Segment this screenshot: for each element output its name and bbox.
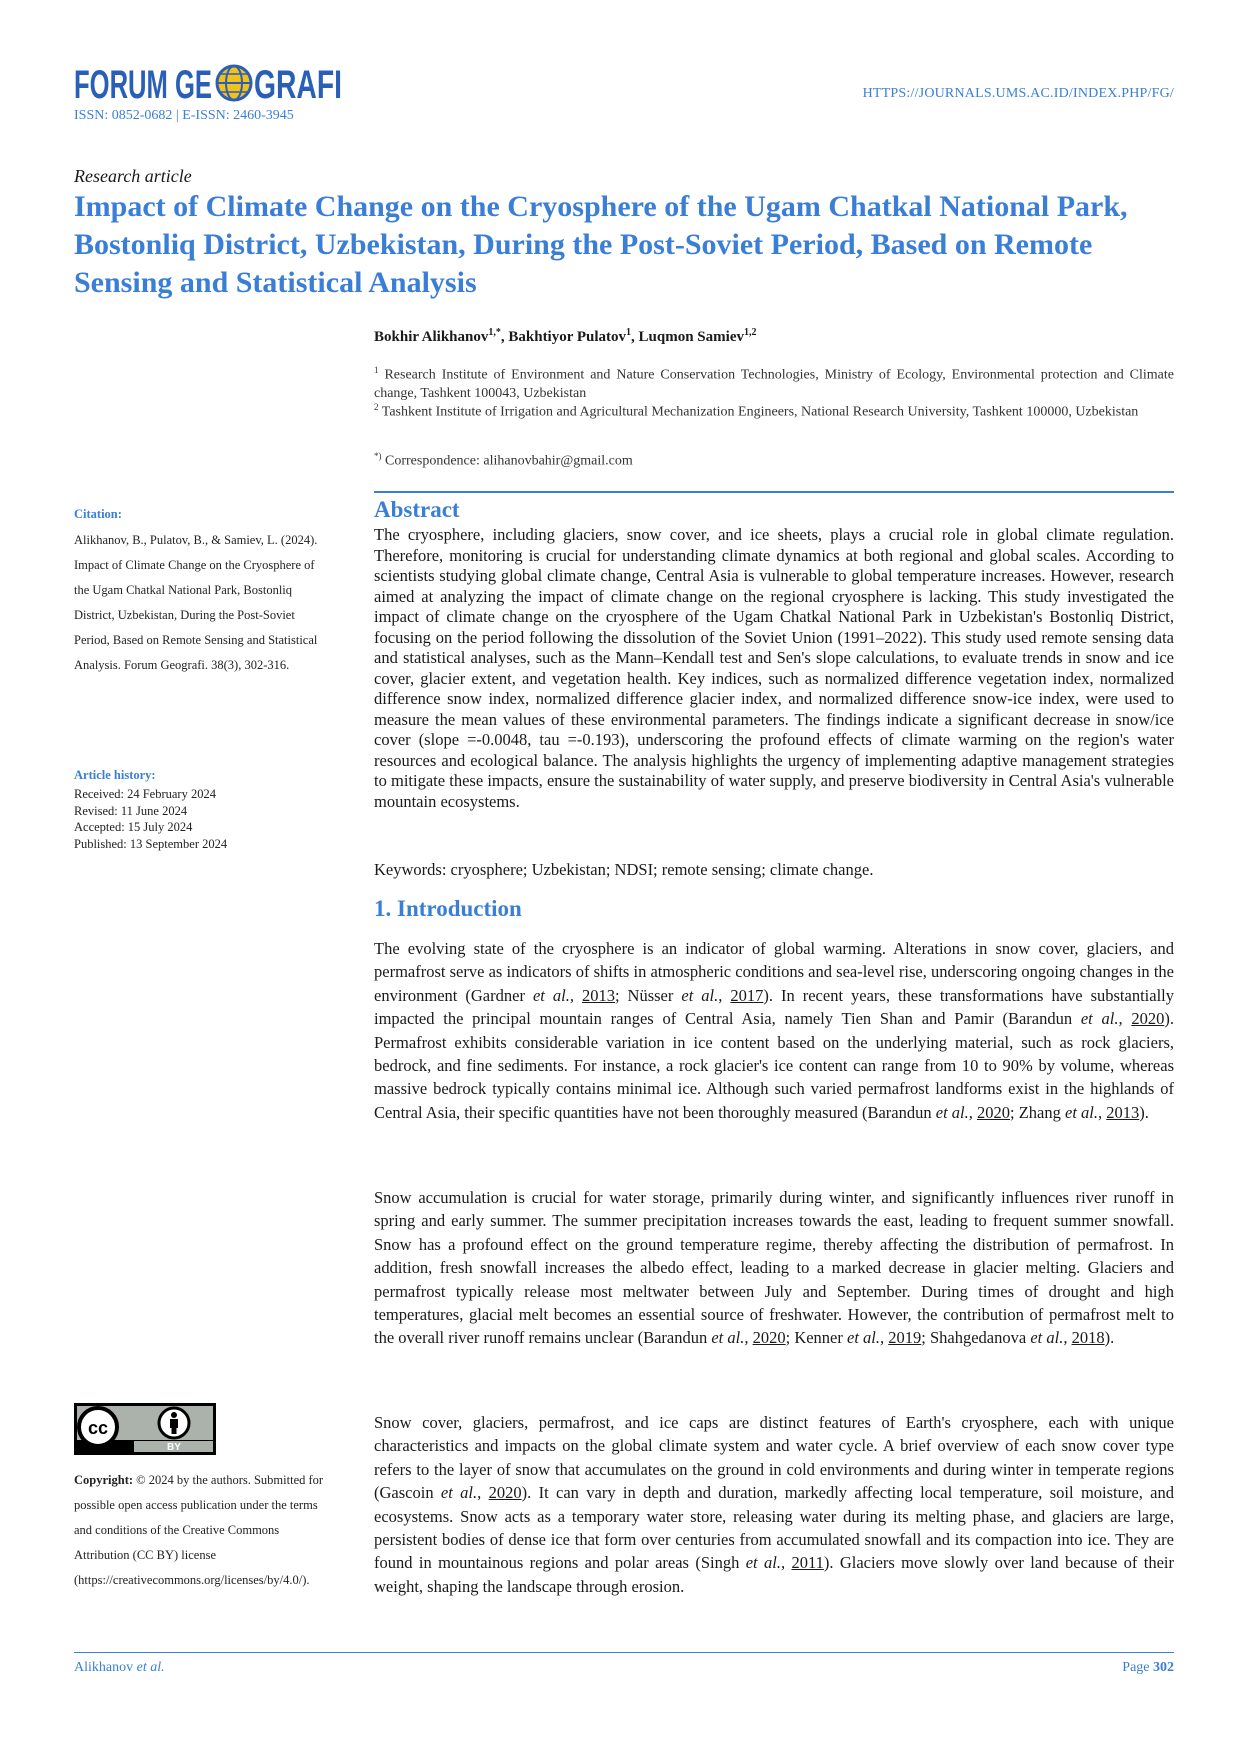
affiliation <box>374 361 1174 403</box>
article-history-heading: Article history: <box>74 768 156 782</box>
et-al-italic: et al., <box>440 1483 482 1503</box>
author-list: Bokhir Alikhanov$^{1,*}$, Bakhtiyor Pulatov$^1$, Luqmon Samiev$^{1,2}$ <box>374 327 757 345</box>
running-footer-author <box>74 1660 165 1676</box>
history-item: Accepted: 15 July 2024 <box>74 820 193 834</box>
citation-year-link[interactable]: 2013 <box>1106 1102 1140 1122</box>
author-name: Bakhtiyor Pulatov <box>508 329 627 345</box>
logo-text-left: FORUM GE <box>74 63 212 107</box>
article-history <box>74 786 227 852</box>
keywords: Keywords: cryosphere; Uzbekistan; NDSI; remote sensing; climate change. <box>374 860 874 879</box>
history-item: Revised: 11 June 2024 <box>74 803 188 818</box>
introduction-paragraph: Snow accumulation is crucial for water storage, primarily during winter, and significantly influences river runoff in spring and early summer. The summer precipitation increases towards the east, leading to frequent summer snowfall. Snow has a profound effect on the ground temperature regime, thereby affecting the distribution of permafrost. In addition, fresh snowfall increases the albedo effect, leading to a marked decrease in glacier melting. Glaciers and permafrost typically release most meltwater between July and September. During times of drought and high temperatures, glacial melt becomes an essential source of freshwater. However, the contribution of permafrost melt to the overall river runoff remains unclear (Barandun et al., 2020; Kenner et al., 2019; Shahgedanova et al., 2018). <box>374 1188 1174 1348</box>
history-item: Received: 24 February 2024 <box>74 787 216 801</box>
citation-year-link[interactable]: 2017 <box>730 985 764 1005</box>
copyright-notice <box>74 1468 324 1593</box>
affiliation <box>374 398 1174 422</box>
correspondence-mark: *) <box>374 451 382 461</box>
citation-heading: Citation: <box>74 507 122 521</box>
abstract-heading: Abstract <box>374 497 460 522</box>
footer-divider <box>74 1652 1174 1653</box>
correspondence-email[interactable]: Correspondence: alihanovbahir@gmail.com <box>385 453 633 469</box>
journal-url-link[interactable]: HTTPS://JOURNALS.UMS.AC.ID/INDEX.PHP/FG/ <box>862 86 1174 101</box>
citation-year-link[interactable]: 2013 <box>581 985 615 1005</box>
citation-year-link[interactable]: 2020 <box>1131 1009 1165 1029</box>
affiliation-text: Tashkent Institute of Irrigation and Agricultural Mechanization Engineers, National Research University, Tashkent 100000, Uzbekistan <box>381 404 1139 420</box>
affiliation-text: Research Institute of Environment and Nature Conservation Technologies, Ministry of Ecology, Environmental protection and Climate change, Tashkent 100043, Uzbekistan <box>374 367 1174 401</box>
cc-by-license-badge[interactable] <box>74 1403 216 1455</box>
introduction-paragraph: Snow cover, glaciers, permafrost, and ice caps are distinct features of Earth's cryosphere, each with unique characteristics and impacts on the global climate system and water cycle. A brief overview of each snow cover type refers to the layer of snow that accumulates on the ground in cold environments and during winter in temperate regions (Gascoin et al., 2020). It can vary in depth and duration, markedly affecting local temperature, soil moisture, and ecosystems. Snow acts as a temporary water store, releasing water during its melting phase, and glaciers are large, persistent bodies of dense ice that form over centuries from accumulated snowfall and its compaction into ice. They are found in mountainous regions and polar areas (Singh et al., 2011). Glaciers move slowly over land because of their weight, shaping the landscape through erosion. <box>374 1413 1174 1596</box>
article-title: Impact of Climate Change on the Cryosphere of the Ugam Chatkal National Park, Bostonliq District, Uzbekistan, During the Post-Soviet Period, Based on Remote Sensing and Statistical Analysis <box>74 190 1128 299</box>
cc-by-label: BY <box>167 1442 181 1453</box>
citation-text: Alikhanov, B., Pulatov, B., & Samiev, L. (2024). Impact of Climate Change on the Cryosphere of the Ugam Chatkal National Park, Bostonliq District, Uzbekistan, During the Post-Soviet Period, Based on Remote Sensing and Statistical Analysis. Forum Geografi. 38(3), 302-316. <box>74 533 318 672</box>
author-affiliation-mark: 1,* <box>488 327 501 338</box>
footer-author-suffix: et al. <box>136 1660 165 1675</box>
author-affiliation-mark: 1,2 <box>743 327 757 338</box>
et-al-italic: et al., <box>532 985 574 1005</box>
logo-text-right: GRAFI <box>254 63 342 107</box>
author-name: Luqmon Samiev <box>638 329 744 345</box>
page-number <box>1122 1660 1174 1676</box>
citation-year-link[interactable]: 2018 <box>1071 1328 1105 1348</box>
introduction-paragraph: The evolving state of the cryosphere is an indicator of global warming. Alterations in snow cover, glaciers, and permafrost serve as indicators of shifts in atmospheric conditions and sea-level rise, underscoring ongoing changes in the environment (Gardner et al., 2013; Nüsser et al., 2017). In recent years, these transformations have substantially impacted the principal mountain ranges of Central Asia, namely Tien Shan and Pamir (Barandun et al., 2020). Permafrost exhibits considerable variation in ice content based on the underlying material, such as rock glaciers, bedrock, and fine sediments. For instance, a rock glacier's ice content can range from 10 to 90% by volume, whereas massive bedrock typically contains minimal ice. Although such varied permafrost landforms exist in the highlands of Central Asia, their specific quantities have not been thoroughly measured (Barandun et al., 2020; Zhang et al., 2013). <box>374 939 1174 1122</box>
svg-text:cc: cc <box>87 1418 109 1438</box>
issn-line: ISSN: 0852-0682 | E-ISSN: 2460-3945 <box>74 108 294 123</box>
creative-commons-icon <box>79 1408 117 1446</box>
citation-year-link[interactable]: 2011 <box>791 1553 824 1573</box>
author-affiliation-mark: 1 <box>626 327 632 338</box>
citation-year-link[interactable]: 2019 <box>888 1328 922 1348</box>
author-name: Bokhir Alikhanov <box>374 329 489 345</box>
citation-year-link[interactable]: 2020 <box>752 1328 786 1348</box>
section-divider <box>374 491 1174 493</box>
et-al-italic: et al., <box>847 1328 885 1348</box>
et-al-italic: et al., <box>1080 1009 1123 1029</box>
et-al-italic: et al., <box>1030 1328 1068 1348</box>
introduction-heading: 1. Introduction <box>374 896 522 921</box>
copyright-text: © 2024 by the authors. Submitted for possible open access publication under the terms and conditions of the Creative Commons Attribution (CC BY) license (https://creativecommons.org/licenses/by/4.0/). <box>74 1473 324 1587</box>
citation-year-link[interactable]: 2020 <box>488 1483 522 1503</box>
affiliation-mark: 1 <box>374 365 379 375</box>
article-type: Research article <box>74 166 192 186</box>
abstract-body: The cryosphere, including glaciers, snow cover, and ice sheets, plays a crucial role in global climate regulation. Therefore, monitoring is crucial for understanding climate dynamics at both regional and global scales. According to scientists studying global climate change, Central Asia is vulnerable to global temperature increases. However, research aimed at analyzing the impact of climate change on the regional cryosphere is lacking. This study investigated the impact of climate change on the cryosphere of the Ugam Chatkal National Park in Uzbekistan's Bostonliq District, focusing on the period following the dissolution of the Soviet Union (1991–2022). This study used remote sensing data and statistical analyses, such as the Mann–Kendall test and Sen's slope calculations, to evaluate trends in snow and ice cover, glacier extent, and vegetation health. Key indices, such as normalized difference vegetation index, normalized difference snow index, normalized difference glacier index, and normalized difference snow-ice index, were used to measure the mean values of these environmental parameters. The findings indicate a significant decrease in snow/ice cover (slope =-0.0048, tau =-0.193), underscoring the profound effects of climate warming on the region's water resources and ecological balance. The analysis highlights the urgency of implementing adaptive management strategies to mitigate these impacts, ensure the sustainability of water supply, and preserve biodiversity in Central Asia's vulnerable mountain ecosystems. <box>374 525 1174 811</box>
globe-icon <box>217 66 251 100</box>
page-label: Page <box>1122 1660 1150 1675</box>
history-item: Published: 13 September 2024 <box>74 836 228 851</box>
copyright-label: Copyright: <box>74 1473 134 1487</box>
et-al-italic: et al., <box>711 1328 749 1348</box>
et-al-italic: et al., <box>681 985 723 1005</box>
affiliation-mark: 2 <box>374 402 379 412</box>
page-number-value: 302 <box>1153 1660 1174 1675</box>
et-al-italic: et al., <box>745 1553 786 1573</box>
footer-author-name: Alikhanov <box>74 1660 134 1675</box>
et-al-italic: et al., <box>935 1102 973 1122</box>
citation-year-link[interactable]: 2020 <box>977 1102 1010 1122</box>
correspondence <box>374 451 633 470</box>
journal-logo[interactable] <box>74 58 344 110</box>
et-al-italic: et al., <box>1065 1102 1103 1122</box>
attribution-person-icon <box>159 1408 189 1438</box>
